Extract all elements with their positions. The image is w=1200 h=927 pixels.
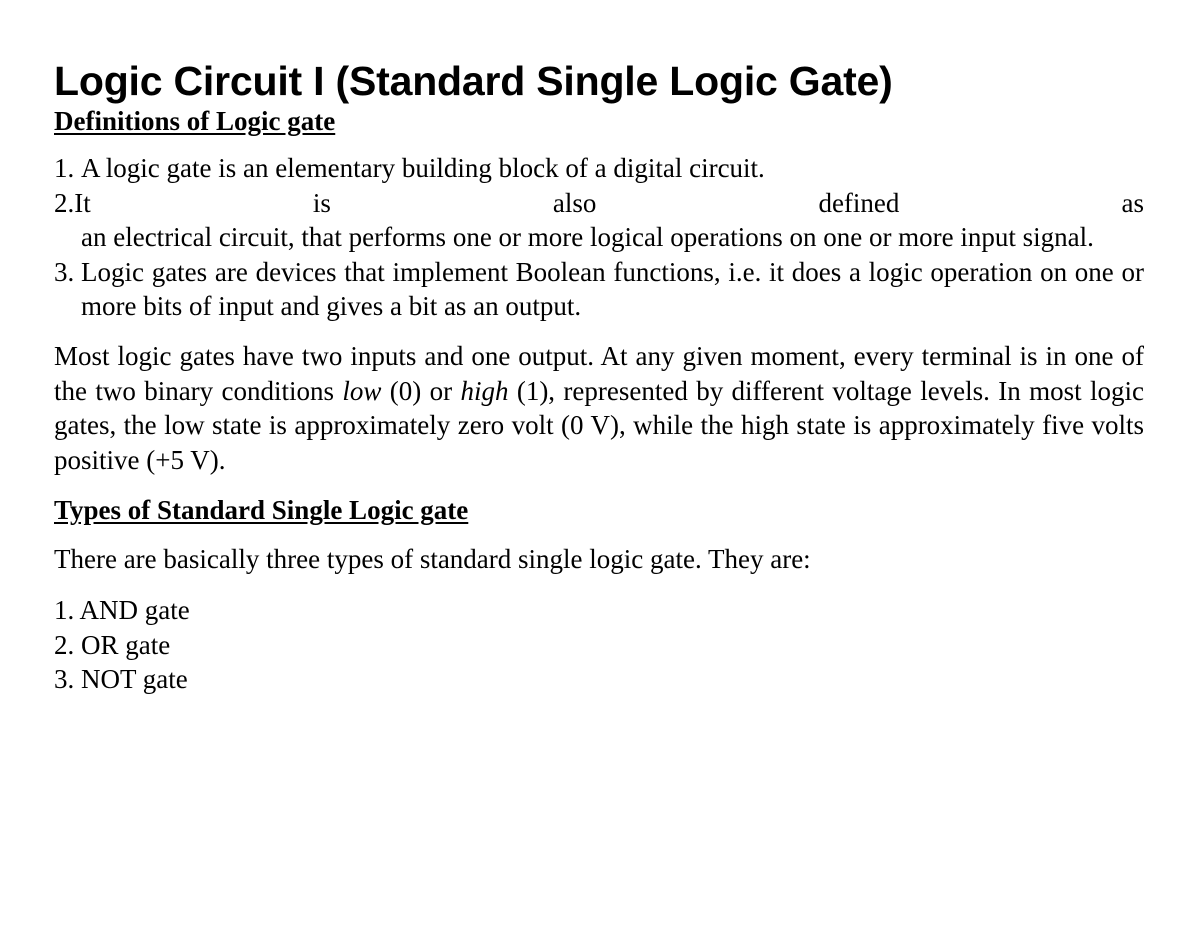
definition-item-2 — [54, 186, 1144, 255]
types-intro: There are basically three types of standard single logic gate. They are: — [54, 544, 811, 575]
definition-text: Logic gates are devices that implement Boolean functions, i.e. it does a logic operation on one or more bits of input and gives a bit as an output. — [81, 256, 1144, 322]
slide-content — [54, 58, 1144, 697]
low-term: low — [342, 375, 382, 406]
high-term: high — [460, 375, 509, 406]
definition-word: as — [1121, 187, 1144, 218]
definition-first-line — [54, 186, 1144, 221]
definition-word: 2.It — [54, 187, 91, 218]
definitions-list — [54, 151, 1144, 324]
definition-word: defined — [818, 187, 900, 218]
definition-number: 1. — [54, 153, 81, 183]
page-title: Logic Circuit I (Standard Single Logic Gate) — [54, 58, 893, 104]
list-item: 3. NOT gate — [54, 664, 188, 695]
definition-text: A logic gate is an elementary building block of a digital circuit. — [81, 153, 765, 183]
definition-item-1 — [54, 151, 1144, 186]
types-list — [54, 593, 1144, 697]
types-heading: Types of Standard Single Logic gate — [54, 495, 469, 526]
definition-number: 3. — [54, 256, 81, 287]
list-item: 2. OR gate — [54, 629, 171, 660]
definition-word: also — [552, 187, 597, 218]
definition-number: 2. — [54, 187, 75, 218]
definition-item-3 — [54, 255, 1144, 324]
list-item: 1. AND gate — [54, 594, 190, 625]
definitions-heading: Definitions of Logic gate — [54, 106, 336, 136]
logic-levels-paragraph: Most logic gates have two inputs and one output. At any given moment, every terminal is in one of the two binary conditions low (0) or high (1), represented by different voltage levels. In most logic gates, the low state is approximately zero volt (0 V), while the high state is approximately five volts positive (+5 V). — [54, 340, 1144, 475]
definition-word: is — [312, 187, 331, 218]
definition-text: an electrical circuit, that performs one or more logical operations on one or more input signal. — [81, 222, 1094, 253]
